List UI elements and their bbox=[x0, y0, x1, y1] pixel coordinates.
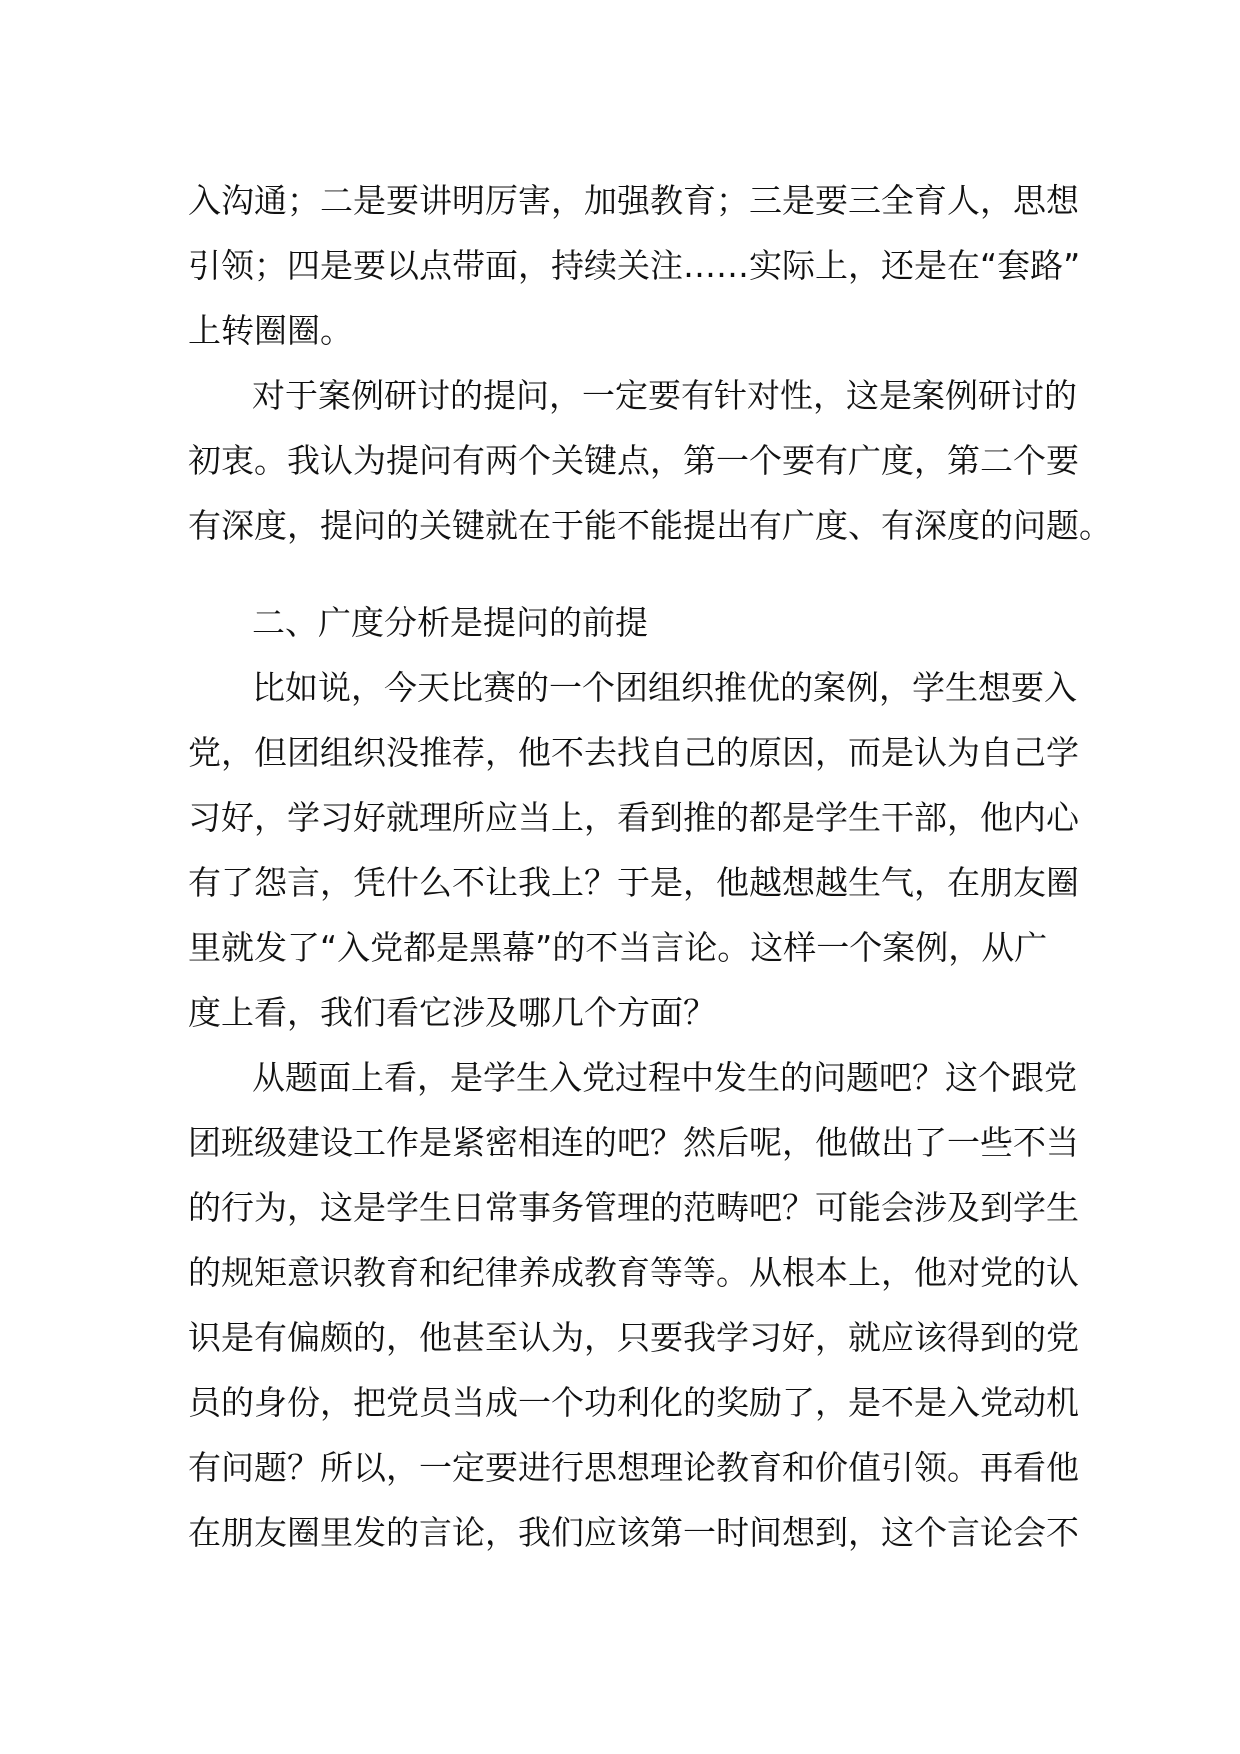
text-line: 上转圈圈。 bbox=[188, 311, 353, 350]
text-line: 党，但团组织没推荐，他不去找自己的原因，而是认为自己学 bbox=[188, 733, 1079, 772]
text-line: 初衷。我认为提问有两个关键点，第一个要有广度，第二个要 bbox=[188, 441, 1079, 480]
text-line: 团班级建设工作是紧密相连的吧？然后呢，他做出了一些不当 bbox=[188, 1123, 1079, 1162]
text-line: 从题面上看，是学生入党过程中发生的问题吧？这个跟党 bbox=[252, 1058, 1077, 1097]
document-page bbox=[188, 168, 1112, 1565]
text-line: 习好，学习好就理所应当上，看到推的都是学生干部，他内心 bbox=[188, 798, 1079, 837]
text-line: 度上看，我们看它涉及哪几个方面？ bbox=[188, 993, 716, 1032]
text-line: 引领；四是要以点带面，持续关注……实际上，还是在“套路” bbox=[188, 246, 1081, 285]
text-line: 入沟通；二是要讲明厉害，加强教育；三是要三全育人，思想 bbox=[188, 181, 1079, 220]
text-line: 有了怨言，凭什么不让我上？于是，他越想越生气，在朋友圈 bbox=[188, 863, 1079, 902]
text-line: 的行为，这是学生日常事务管理的范畴吧？可能会涉及到学生 bbox=[188, 1188, 1079, 1227]
heading-text: 二、广度分析是提问的前提 bbox=[252, 603, 648, 642]
text-line: 识是有偏颇的，他甚至认为，只要我学习好，就应该得到的党 bbox=[188, 1318, 1079, 1357]
section-gap bbox=[188, 558, 1068, 590]
paragraph-4 bbox=[188, 1045, 1079, 1565]
text-line: 有问题？所以，一定要进行思想理论教育和价值引领。再看他 bbox=[188, 1448, 1079, 1487]
paragraph-3 bbox=[188, 655, 1079, 1045]
paragraph-2 bbox=[188, 363, 1112, 558]
text-line: 比如说，今天比赛的一个团组织推优的案例，学生想要入 bbox=[252, 668, 1077, 707]
text-line: 在朋友圈里发的言论，我们应该第一时间想到，这个言论会不 bbox=[188, 1513, 1079, 1552]
section-heading bbox=[188, 590, 1068, 655]
text-line: 对于案例研讨的提问，一定要有针对性，这是案例研讨的 bbox=[252, 376, 1077, 415]
text-line: 里就发了“入党都是黑幕”的不当言论。这样一个案例，从广 bbox=[188, 928, 1048, 967]
text-line: 的规矩意识教育和纪律养成教育等等。从根本上，他对党的认 bbox=[188, 1253, 1079, 1292]
text-line: 员的身份，把党员当成一个功利化的奖励了，是不是入党动机 bbox=[188, 1383, 1079, 1422]
text-line: 有深度，提问的关键就在于能不能提出有广度、有深度的问题。 bbox=[188, 506, 1112, 545]
paragraph-1 bbox=[188, 168, 1081, 363]
